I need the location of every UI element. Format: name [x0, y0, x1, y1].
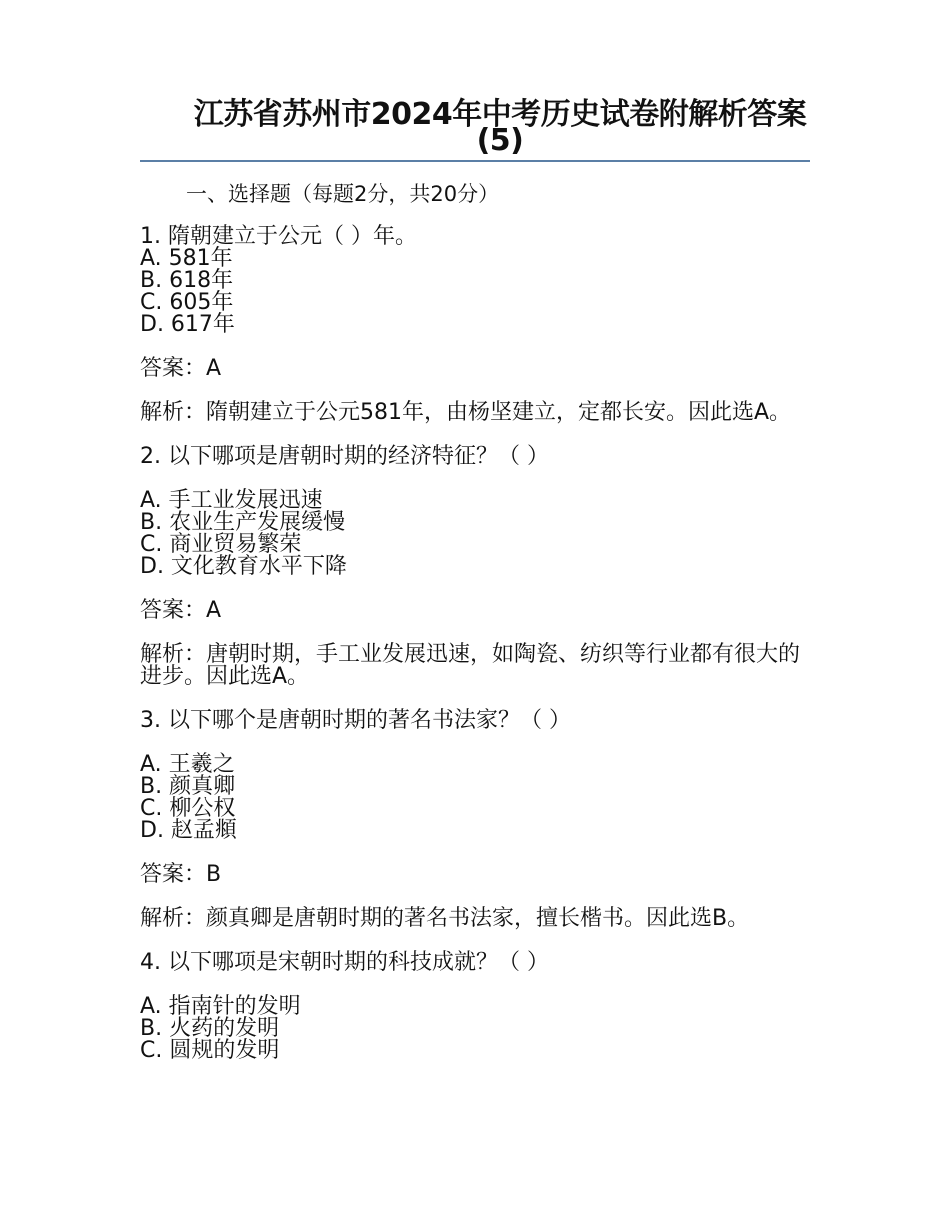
option-c: C. 柳公权: [140, 796, 236, 821]
title-divider: [140, 160, 810, 162]
option-a: A. 指南针的发明: [140, 994, 301, 1019]
option-d: D. 赵孟頫: [140, 818, 237, 843]
question-4: [140, 952, 812, 1062]
option-d: D. 文化教育水平下降: [140, 554, 347, 579]
question-list: [140, 226, 812, 1062]
option-d: D. 617年: [140, 312, 235, 337]
option-a: A. 手工业发展迅速: [140, 488, 323, 513]
option-c: C. 圆规的发明: [140, 1038, 280, 1063]
option-b: B. 农业生产发展缓慢: [140, 510, 346, 535]
option-a: A. 581年: [140, 246, 233, 271]
option-b: B. 颜真卿: [140, 774, 236, 799]
option-a: A. 王羲之: [140, 752, 235, 777]
section-heading: 一、选择题（每题2分，共20分）: [186, 182, 500, 206]
option-c: C. 商业贸易繁荣: [140, 532, 302, 557]
answer-line: 答案：A: [140, 598, 222, 623]
question-stem: 4. 以下哪项是宋朝时期的科技成就？（ ）: [140, 950, 549, 975]
question-1: [140, 226, 812, 424]
answer-line: 答案：A: [140, 356, 222, 381]
question-2: [140, 446, 812, 688]
analysis-text: 解析：隋朝建立于公元581年，由杨坚建立，定都长安。因此选A。: [140, 400, 792, 425]
question-stem: 2. 以下哪项是唐朝时期的经济特征？（ ）: [140, 444, 549, 469]
question-stem: 1. 隋朝建立于公元（ ）年。: [140, 224, 417, 249]
analysis-text: 解析：颜真卿是唐朝时期的著名书法家，擅长楷书。因此选B。: [140, 906, 750, 931]
option-b: B. 火药的发明: [140, 1016, 280, 1041]
question-stem: 3. 以下哪个是唐朝时期的著名书法家？（ ）: [140, 708, 571, 733]
option-b: B. 618年: [140, 268, 234, 293]
question-3: [140, 710, 812, 930]
analysis-text: 解析：唐朝时期，手工业发展迅速，如陶瓷、纺织等行业都有很大的进步。因此选A。: [140, 642, 801, 689]
document-title: 江苏省苏州市2024年中考历史试卷附解析答案(5): [193, 97, 807, 158]
option-c: C. 605年: [140, 290, 234, 315]
answer-line: 答案：B: [140, 862, 222, 887]
